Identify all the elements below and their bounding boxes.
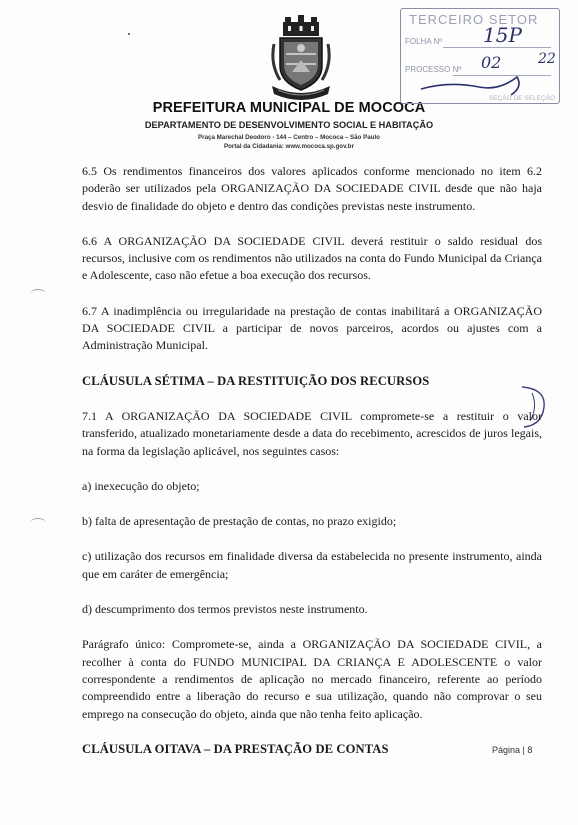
stamp-title: TERCEIRO SETOR bbox=[409, 12, 539, 27]
clause-8-heading: CLÁUSULA OITAVA – DA PRESTAÇÃO DE CONTAS bbox=[82, 741, 389, 756]
paragraph-7-1: 7.1 A ORGANIZAÇÃO DA SOCIEDADE CIVIL compromete-se a restituir o valor transferido, atualizado monetariamente desde a data do recebimento, acrescidos de juros legais, na forma da legislação aplicável, nos seguintes casos: bbox=[82, 408, 542, 458]
prefeitura-title: PREFEITURA MUNICIPAL DE MOCOCA bbox=[152, 100, 426, 116]
stamp-processo-year: 22 bbox=[538, 51, 556, 67]
margin-mark bbox=[30, 289, 46, 298]
portal-line: Portal da Cidadania: www.mococa.sp.gov.br bbox=[224, 143, 354, 150]
stamp-processo-label: PROCESSO Nº bbox=[405, 65, 462, 74]
list-item-a: a) inexecução do objeto; bbox=[82, 478, 200, 493]
speck bbox=[128, 33, 130, 35]
protocol-stamp bbox=[400, 8, 560, 104]
department-name: DEPARTAMENTO DE DESENVOLVIMENTO SOCIAL E HABITAÇÃO bbox=[144, 120, 434, 130]
document-body bbox=[82, 163, 542, 758]
list-item-c: c) utilização dos recursos em finalidade diversa da estabelecida no presente instrumento, ainda que em caráter de emergência; bbox=[82, 549, 542, 581]
stamp-processo-value: 02 bbox=[481, 53, 502, 72]
clause-7-heading: CLÁUSULA SÉTIMA – DA RESTITUIÇÃO DOS RECURSOS bbox=[82, 373, 430, 388]
paragrafo-unico: Parágrafo único: Compromete-se, ainda a ORGANIZAÇÃO DA SOCIEDADE CIVIL, a recolher à conta do FUNDO MUNICIPAL DA CRIANÇA E ADOLESCENTE o valor correspondente a rendimentos de aplicação no mercado financeiro, referente ao período compreendido entre a liberação do recurso e sua utilização, quando não comprovar o seu emprego na consecução do objeto, ainda que não tenha feito aplicação. bbox=[82, 637, 542, 721]
stamp-folha-label: FOLHA Nº bbox=[405, 37, 443, 46]
list-item-b: b) falta de apresentação de prestação de contas, no prazo exigido; bbox=[82, 514, 397, 529]
margin-mark bbox=[30, 518, 46, 527]
paragraph-6-5: 6.5 Os rendimentos financeiros dos valores aplicados conforme mencionado no item 6.2 poderão ser utilizados pela ORGANIZAÇÃO DA SOCIEDADE CIVIL desde que não haja desvio de finalidade do objeto e dentro das condições previstas neste instrumento. bbox=[82, 164, 542, 213]
coat-of-arms-icon bbox=[270, 14, 332, 100]
paragraph-6-7: 6.7 A inadimplência ou irregularidade na prestação de contas inabilitará a ORGANIZAÇÃO DA SOCIEDADE CIVIL a participar de novos parceiros, acordos ou ajustes com a Administração Municipal. bbox=[82, 303, 542, 353]
page-number: Página | 8 bbox=[492, 745, 533, 755]
stamp-footer: SEÇÃO DE SELEÇÃO bbox=[488, 95, 555, 102]
list-item-d: d) descumprimento dos termos previstos neste instrumento. bbox=[82, 602, 368, 617]
address-line: Praça Marechal Deodoro - 144 – Centro – Mococa – São Paulo bbox=[198, 134, 380, 141]
stamp-folha-value: 15P bbox=[483, 23, 522, 47]
paragraph-6-6: 6.6 A ORGANIZAÇÃO DA SOCIEDADE CIVIL deverá restituir o saldo residual dos recursos, inclusive com os rendimentos não utilizados na conta do Fundo Municipal da Criança e Adolescente, caso não efetue a boa execução dos recursos. bbox=[82, 233, 542, 283]
